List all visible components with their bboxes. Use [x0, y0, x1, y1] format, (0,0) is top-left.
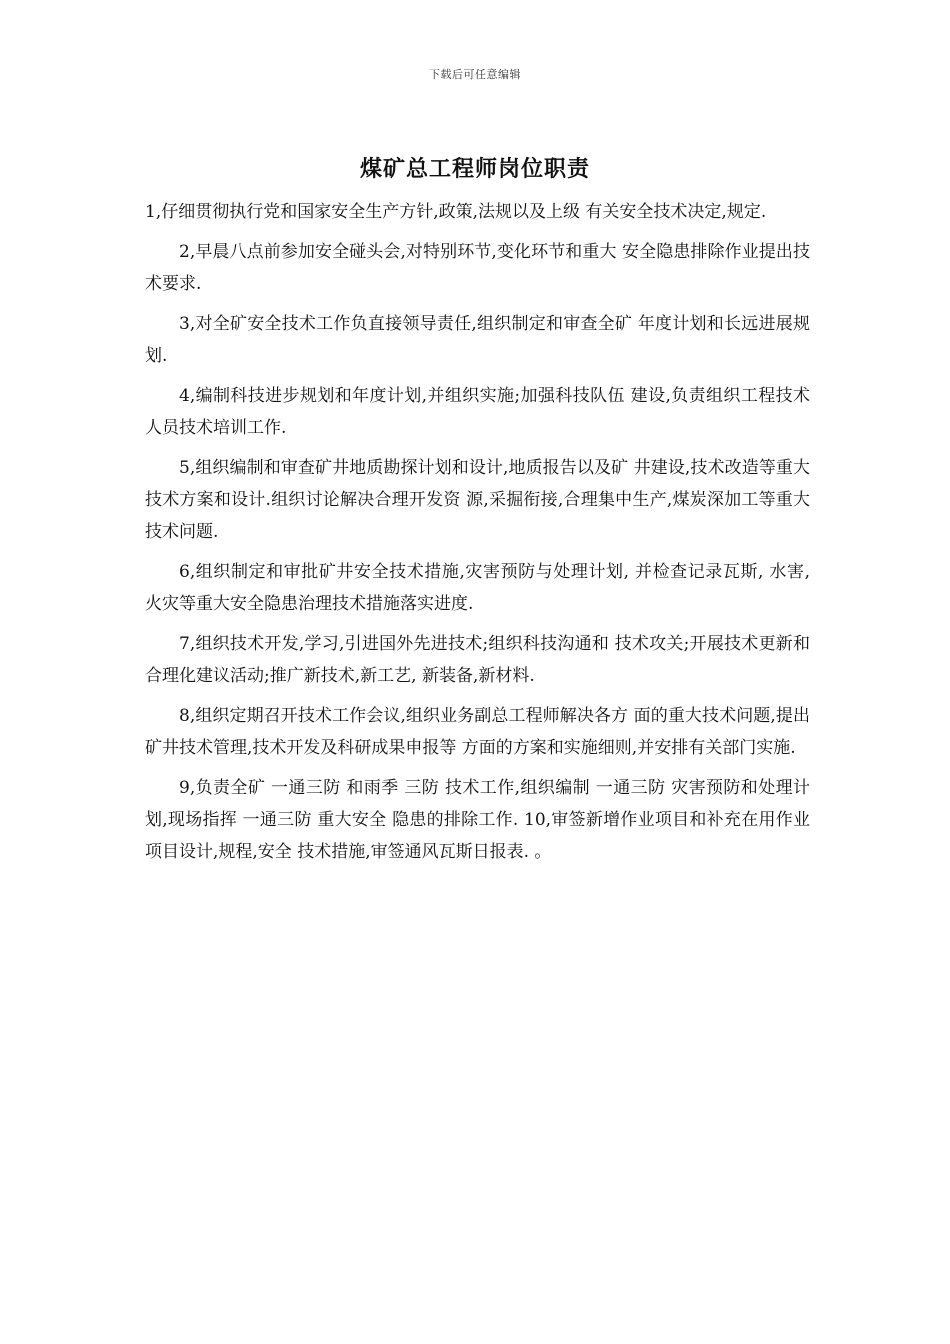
document-title: 煤矿总工程师岗位职责 [359, 156, 590, 182]
paragraph-1: 1,仔细贯彻执行党和国家安全生产方针,政策,法规以及上级 有关安全技术决定,规定. [145, 202, 767, 222]
paragraph-9: 9,负责全矿 一通三防 和雨季 三防 技术工作,组织编制 一通三防 灾害预防和处理计划,现场指挥 一通三防 重大安全 隐患的排除工作. 10,审签新增作业项目和补充在用作业项目设计,规程,安全 技术措施,审签通风瓦斯日报表. 。 [145, 778, 810, 862]
paragraph-2: 2,早晨八点前参加安全碰头会,对特别环节,变化环节和重大 安全隐患排除作业提出技术要求. [145, 242, 810, 294]
paragraph-3: 3,对全矿安全技术工作负直接领导责任,组织制定和审查全矿 年度计划和长远进展规划. [145, 314, 810, 366]
paragraph-7: 7,组织技术开发,学习,引进国外先进技术;组织科技沟通和 技术攻关;开展技术更新和合理化建议活动;推广新技术,新工艺, 新装备,新材料. [145, 634, 810, 686]
paragraph-5: 5,组织编制和审查矿井地质勘探计划和设计,地质报告以及矿 井建设,技术改造等重大技术方案和设计.组织讨论解决合理开发资 源,采掘衔接,合理集中生产,煤炭深加工等重大技术问题. [145, 458, 810, 542]
document-body [145, 196, 810, 876]
paragraph-8: 8,组织定期召开技术工作会议,组织业务副总工程师解决各方 面的重大技术问题,提出矿井技术管理,技术开发及科研成果申报等 方面的方案和实施细则,并安排有关部门实施. [145, 706, 810, 758]
header-note: 下载后可任意编辑 [429, 68, 521, 81]
paragraph-4: 4,编制科技进步规划和年度计划,并组织实施;加强科技队伍 建设,负责组织工程技术人员技术培训工作. [145, 386, 810, 438]
paragraph-6: 6,组织制定和审批矿井安全技术措施,灾害预防与处理计划, 并检查记录瓦斯, 水害, 火灾等重大安全隐患治理技术措施落实进度. [145, 562, 810, 614]
